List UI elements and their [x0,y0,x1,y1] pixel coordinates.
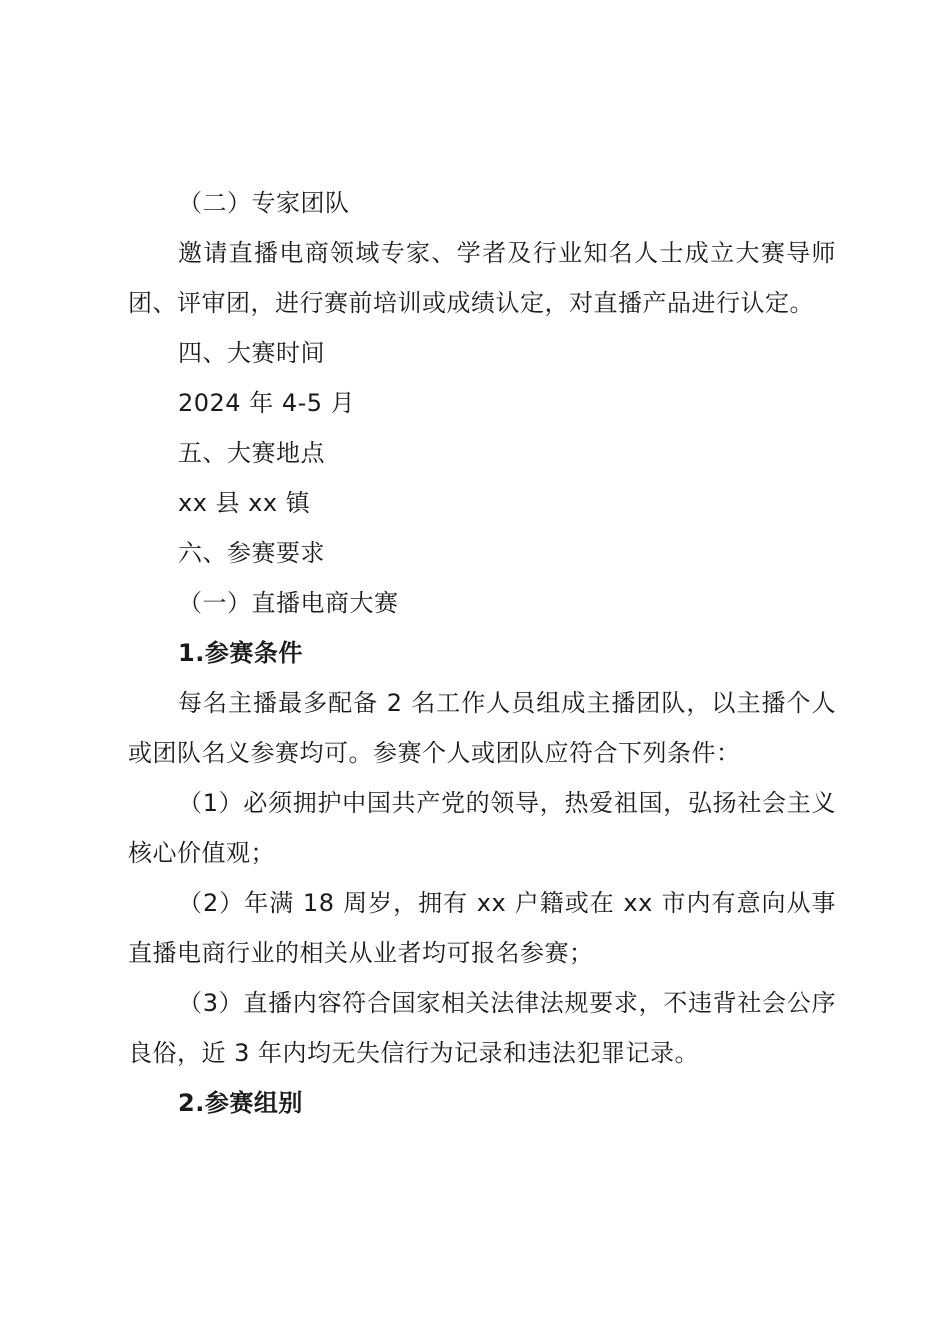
subsection-1-heading: （一）直播电商大赛 [178,589,399,617]
competition-location: xx 县 xx 镇 [178,489,311,517]
competition-date: 2024 年 4-5 月 [178,389,356,417]
item-1-heading: 1.参赛条件 [178,639,303,667]
document-body [128,178,836,1128]
condition-3-paragraph: （3）直播内容符合国家相关法律法规要求，不违背社会公序良俗，近 3 年内均无失信行为记录和违法犯罪记录。 [128,989,836,1067]
section-6-heading: 六、参赛要求 [178,539,325,567]
condition-2-paragraph: （2）年满 18 周岁，拥有 xx 户籍或在 xx 市内有意向从事直播电商行业的相关从业者均可报名参赛； [128,889,836,967]
section-5-heading: 五、大赛地点 [178,439,325,467]
section-4-heading: 四、大赛时间 [178,339,325,367]
condition-1-paragraph: （1）必须拥护中国共产党的领导，热爱祖国，弘扬社会主义核心价值观； [128,789,836,867]
expert-team-heading: （二）专家团队 [178,189,350,217]
expert-team-paragraph: 邀请直播电商领域专家、学者及行业知名人士成立大赛导师团、评审团，进行赛前培训或成绩认定，对直播产品进行认定。 [128,239,836,317]
item-1-paragraph: 每名主播最多配备 2 名工作人员组成主播团队，以主播个人或团队名义参赛均可。参赛个人或团队应符合下列条件： [128,689,836,767]
item-2-heading: 2.参赛组别 [178,1089,303,1117]
